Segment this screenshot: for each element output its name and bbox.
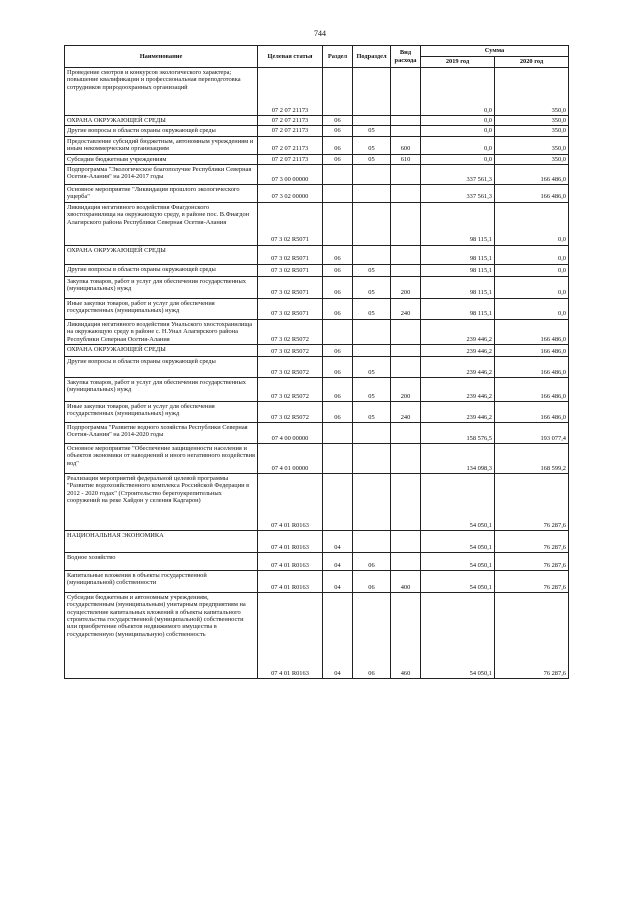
row-2019-cell: 0,0 [421, 116, 495, 126]
row-2020-cell: 0,0 [495, 298, 569, 319]
row-name-cell: Закупка товаров, работ и услуг для обеспечения государственных (муниципальных) нужд [65, 276, 258, 298]
row-type-cell [391, 202, 421, 245]
row-2020-cell: 0,0 [495, 245, 569, 264]
table-row [65, 165, 569, 185]
row-2019-cell: 98 115,1 [421, 298, 495, 319]
table-row [65, 422, 569, 443]
row-section-cell [323, 473, 353, 530]
row-target-cell: 07 3 02 R5072 [258, 356, 323, 377]
budget-table [64, 45, 569, 679]
row-subsection-cell: 05 [353, 356, 391, 377]
row-target-cell: 07 3 02 R5071 [258, 298, 323, 319]
row-section-cell [323, 68, 353, 116]
row-type-cell [391, 165, 421, 185]
row-section-cell: 06 [323, 344, 353, 356]
row-2020-cell: 0,0 [495, 202, 569, 245]
row-subsection-cell: 06 [353, 570, 391, 592]
row-2020-cell: 0,0 [495, 264, 569, 276]
row-2019-cell: 0,0 [421, 68, 495, 116]
header-2019: 2019 год [421, 57, 495, 68]
table-row [65, 592, 569, 678]
row-target-cell: 07 2 07 21173 [258, 116, 323, 126]
table-body [65, 68, 569, 679]
row-2019-cell: 239 446,2 [421, 319, 495, 344]
row-target-cell: 07 2 07 21173 [258, 136, 323, 154]
row-2019-cell: 54 050,1 [421, 473, 495, 530]
row-2020-cell: 166 486,0 [495, 356, 569, 377]
row-type-cell: 610 [391, 154, 421, 164]
row-target-cell: 07 3 02 R5072 [258, 401, 323, 422]
row-target-cell: 07 4 00 00000 [258, 422, 323, 443]
row-type-cell [391, 356, 421, 377]
row-type-cell: 200 [391, 276, 421, 298]
table-row [65, 126, 569, 136]
table-row [65, 473, 569, 530]
row-type-cell: 200 [391, 377, 421, 401]
table-row [65, 68, 569, 116]
table-row [65, 154, 569, 164]
row-type-cell [391, 116, 421, 126]
row-2019-cell: 337 561,3 [421, 185, 495, 203]
row-subsection-cell: 05 [353, 126, 391, 136]
row-section-cell: 06 [323, 116, 353, 126]
row-2019-cell: 239 446,2 [421, 377, 495, 401]
row-section-cell: 06 [323, 245, 353, 264]
row-subsection-cell [353, 165, 391, 185]
row-type-cell [391, 185, 421, 203]
row-2020-cell: 76 287,6 [495, 473, 569, 530]
row-section-cell [323, 165, 353, 185]
row-target-cell: 07 2 07 21173 [258, 126, 323, 136]
row-2020-cell: 350,0 [495, 154, 569, 164]
row-name-cell: Иные закупки товаров, работ и услуг для обеспечения государственных (муниципальных) нужд [65, 298, 258, 319]
row-type-cell [391, 473, 421, 530]
row-section-cell: 06 [323, 356, 353, 377]
row-2020-cell: 350,0 [495, 68, 569, 116]
page-number: 744 [314, 29, 326, 38]
row-section-cell [323, 185, 353, 203]
row-2019-cell: 239 446,2 [421, 356, 495, 377]
table-row [65, 344, 569, 356]
row-2020-cell: 350,0 [495, 126, 569, 136]
row-subsection-cell: 05 [353, 401, 391, 422]
row-name-cell: Субсидии бюджетным учреждениям [65, 154, 258, 164]
row-subsection-cell [353, 530, 391, 552]
row-name-cell: ОХРАНА ОКРУЖАЮЩЕЙ СРЕДЫ [65, 344, 258, 356]
row-type-cell [391, 530, 421, 552]
row-type-cell [391, 422, 421, 443]
table-row [65, 443, 569, 473]
row-2020-cell: 166 486,0 [495, 165, 569, 185]
row-section-cell: 04 [323, 570, 353, 592]
row-type-cell [391, 264, 421, 276]
row-type-cell [391, 443, 421, 473]
row-2020-cell: 0,0 [495, 276, 569, 298]
row-target-cell: 07 3 02 R5072 [258, 344, 323, 356]
table-row [65, 552, 569, 570]
table-row [65, 530, 569, 552]
row-subsection-cell: 05 [353, 276, 391, 298]
row-subsection-cell [353, 319, 391, 344]
row-2020-cell: 76 287,6 [495, 552, 569, 570]
table-row [65, 298, 569, 319]
row-section-cell: 06 [323, 264, 353, 276]
row-2019-cell: 54 050,1 [421, 570, 495, 592]
row-type-cell [391, 126, 421, 136]
row-name-cell: Реализация мероприятий федеральной целевой программы "Развитие водохозяйственного комплекса Российской Федерации в 2012 - 2020 годах" (Строительство берегоукрепительных сооружений на реке Хайдон у селения Кадгарон) [65, 473, 258, 530]
row-2020-cell: 76 287,6 [495, 570, 569, 592]
header-expense-type: Вид расхода [391, 46, 421, 68]
row-2020-cell: 166 486,0 [495, 401, 569, 422]
header-section: Раздел [323, 46, 353, 68]
header-sum: Сумма [421, 46, 569, 57]
row-type-cell: 600 [391, 136, 421, 154]
row-subsection-cell: 05 [353, 377, 391, 401]
row-subsection-cell: 06 [353, 592, 391, 678]
row-2019-cell: 98 115,1 [421, 264, 495, 276]
row-section-cell: 06 [323, 298, 353, 319]
row-2019-cell: 0,0 [421, 136, 495, 154]
row-name-cell: Другие вопросы в области охраны окружающей среды [65, 356, 258, 377]
row-name-cell: Другие вопросы в области охраны окружающей среды [65, 126, 258, 136]
row-section-cell: 06 [323, 401, 353, 422]
header-subsection: Подраздел [353, 46, 391, 68]
row-type-cell: 460 [391, 592, 421, 678]
row-section-cell: 06 [323, 276, 353, 298]
row-2019-cell: 337 561,3 [421, 165, 495, 185]
row-name-cell: Капитальные вложения в объекты государственной (муниципальной) собственности [65, 570, 258, 592]
row-2019-cell: 98 115,1 [421, 202, 495, 245]
row-target-cell: 07 2 07 21173 [258, 154, 323, 164]
row-2019-cell: 98 115,1 [421, 276, 495, 298]
row-subsection-cell: 06 [353, 552, 391, 570]
table-row [65, 202, 569, 245]
table-row [65, 136, 569, 154]
row-name-cell: Субсидии бюджетным и автономным учреждениям, государственным (муниципальным) унитарным предприятиям на осуществление капитальных вложений в объекты капитального строительства государственной (муниципальной) собственности или приобретение объектов недвижимого имущества в государственную (муниципальную) собственность [65, 592, 258, 678]
row-name-cell: Основное мероприятие "Ликвидация прошлого экологического ущерба" [65, 185, 258, 203]
row-2019-cell: 54 050,1 [421, 530, 495, 552]
row-type-cell: 240 [391, 401, 421, 422]
row-section-cell: 04 [323, 552, 353, 570]
row-target-cell: 07 3 02 R5071 [258, 202, 323, 245]
row-target-cell: 07 3 00 00000 [258, 165, 323, 185]
row-name-cell: ОХРАНА ОКРУЖАЮЩЕЙ СРЕДЫ [65, 245, 258, 264]
row-name-cell: Ликвидация негативного воздействия Унальского хвостохранилища на окружающую среду в районе с. Н.Унал Алагирского района Республики Северная Осетия-Алания [65, 319, 258, 344]
row-name-cell: Водное хозяйство [65, 552, 258, 570]
row-subsection-cell [353, 185, 391, 203]
row-name-cell: Ликвидация негативного воздействия Фиагдонского хвостохранилища на окружающую среду, в районе пос. В.Фиагдон Алагирского района Республики Северная Осетия-Алания [65, 202, 258, 245]
row-section-cell: 04 [323, 530, 353, 552]
row-target-cell: 07 3 02 R5071 [258, 245, 323, 264]
row-name-cell: Другие вопросы в области охраны окружающей среды [65, 264, 258, 276]
row-subsection-cell: 05 [353, 264, 391, 276]
table-row [65, 570, 569, 592]
row-2019-cell: 54 050,1 [421, 592, 495, 678]
row-name-cell: Основное мероприятие "Обеспечение защищенности населения и объектов экономики от наводнений и иного негативного воздействия вод" [65, 443, 258, 473]
row-section-cell [323, 422, 353, 443]
row-section-cell: 06 [323, 154, 353, 164]
table-row [65, 319, 569, 344]
row-2020-cell: 166 486,0 [495, 319, 569, 344]
table-row [65, 276, 569, 298]
row-section-cell: 06 [323, 377, 353, 401]
row-2020-cell: 350,0 [495, 136, 569, 154]
row-target-cell: 07 3 02 R5072 [258, 319, 323, 344]
row-target-cell: 07 3 02 00000 [258, 185, 323, 203]
row-type-cell [391, 245, 421, 264]
table-row [65, 264, 569, 276]
row-type-cell [391, 68, 421, 116]
table-row [65, 185, 569, 203]
row-type-cell: 240 [391, 298, 421, 319]
row-name-cell: Закупка товаров, работ и услуг для обеспечения государственных (муниципальных) нужд [65, 377, 258, 401]
row-name-cell: Подпрограмма "Развитие водного хозяйства Республики Северная Осетия-Алания" на 2014-2020 годы [65, 422, 258, 443]
row-2019-cell: 0,0 [421, 154, 495, 164]
row-2020-cell: 166 486,0 [495, 185, 569, 203]
row-subsection-cell [353, 116, 391, 126]
row-type-cell [391, 344, 421, 356]
row-2020-cell: 166 486,0 [495, 344, 569, 356]
row-section-cell [323, 319, 353, 344]
row-subsection-cell [353, 202, 391, 245]
row-target-cell: 07 4 01 R0163 [258, 570, 323, 592]
row-subsection-cell [353, 68, 391, 116]
row-target-cell: 07 3 02 R5072 [258, 377, 323, 401]
row-section-cell: 06 [323, 126, 353, 136]
row-subsection-cell [353, 473, 391, 530]
row-subsection-cell: 05 [353, 136, 391, 154]
row-name-cell: ОХРАНА ОКРУЖАЮЩЕЙ СРЕДЫ [65, 116, 258, 126]
row-type-cell: 400 [391, 570, 421, 592]
row-section-cell [323, 443, 353, 473]
row-2019-cell: 158 576,5 [421, 422, 495, 443]
row-2020-cell: 350,0 [495, 116, 569, 126]
row-2020-cell: 76 287,6 [495, 592, 569, 678]
row-target-cell: 07 4 01 R0163 [258, 592, 323, 678]
row-name-cell: Иные закупки товаров, работ и услуг для обеспечения государственных (муниципальных) нужд [65, 401, 258, 422]
row-2020-cell: 76 287,6 [495, 530, 569, 552]
row-target-cell: 07 2 07 21173 [258, 68, 323, 116]
row-2020-cell: 168 599,2 [495, 443, 569, 473]
header-name: Наименование [65, 46, 258, 68]
header-2020: 2020 год [495, 57, 569, 68]
row-2019-cell: 239 446,2 [421, 401, 495, 422]
row-subsection-cell [353, 443, 391, 473]
row-2019-cell: 98 115,1 [421, 245, 495, 264]
table-row [65, 401, 569, 422]
row-subsection-cell: 05 [353, 298, 391, 319]
row-section-cell: 06 [323, 136, 353, 154]
row-subsection-cell: 05 [353, 154, 391, 164]
table-row [65, 377, 569, 401]
row-target-cell: 07 3 02 R5071 [258, 264, 323, 276]
row-target-cell: 07 3 02 R5071 [258, 276, 323, 298]
row-type-cell [391, 319, 421, 344]
row-type-cell [391, 552, 421, 570]
row-2019-cell: 134 098,3 [421, 443, 495, 473]
row-subsection-cell [353, 422, 391, 443]
row-2019-cell: 239 446,2 [421, 344, 495, 356]
table-row [65, 245, 569, 264]
row-2020-cell: 166 486,0 [495, 377, 569, 401]
row-2020-cell: 193 077,4 [495, 422, 569, 443]
row-name-cell: Проведение смотров и конкурсов экологического характера; повышение квалификации и профессиональная переподготовка сотрудников природоохранных организаций [65, 68, 258, 116]
row-target-cell: 07 4 01 R0163 [258, 530, 323, 552]
row-name-cell: НАЦИОНАЛЬНАЯ ЭКОНОМИКА [65, 530, 258, 552]
row-2019-cell: 54 050,1 [421, 552, 495, 570]
row-target-cell: 07 4 01 R0163 [258, 473, 323, 530]
header-target: Целевая статья [258, 46, 323, 68]
row-section-cell: 04 [323, 592, 353, 678]
row-subsection-cell [353, 344, 391, 356]
table-row [65, 116, 569, 126]
row-section-cell [323, 202, 353, 245]
row-name-cell: Предоставление субсидий бюджетным, автономным учреждениям и иным некоммерческим организациям [65, 136, 258, 154]
table-row [65, 356, 569, 377]
row-2019-cell: 0,0 [421, 126, 495, 136]
row-target-cell: 07 4 01 R0163 [258, 552, 323, 570]
row-target-cell: 07 4 01 00000 [258, 443, 323, 473]
row-subsection-cell [353, 245, 391, 264]
row-name-cell: Подпрограмма "Экологическое благополучие Республики Северная Осетия-Алания" на 2014-2017 годы [65, 165, 258, 185]
